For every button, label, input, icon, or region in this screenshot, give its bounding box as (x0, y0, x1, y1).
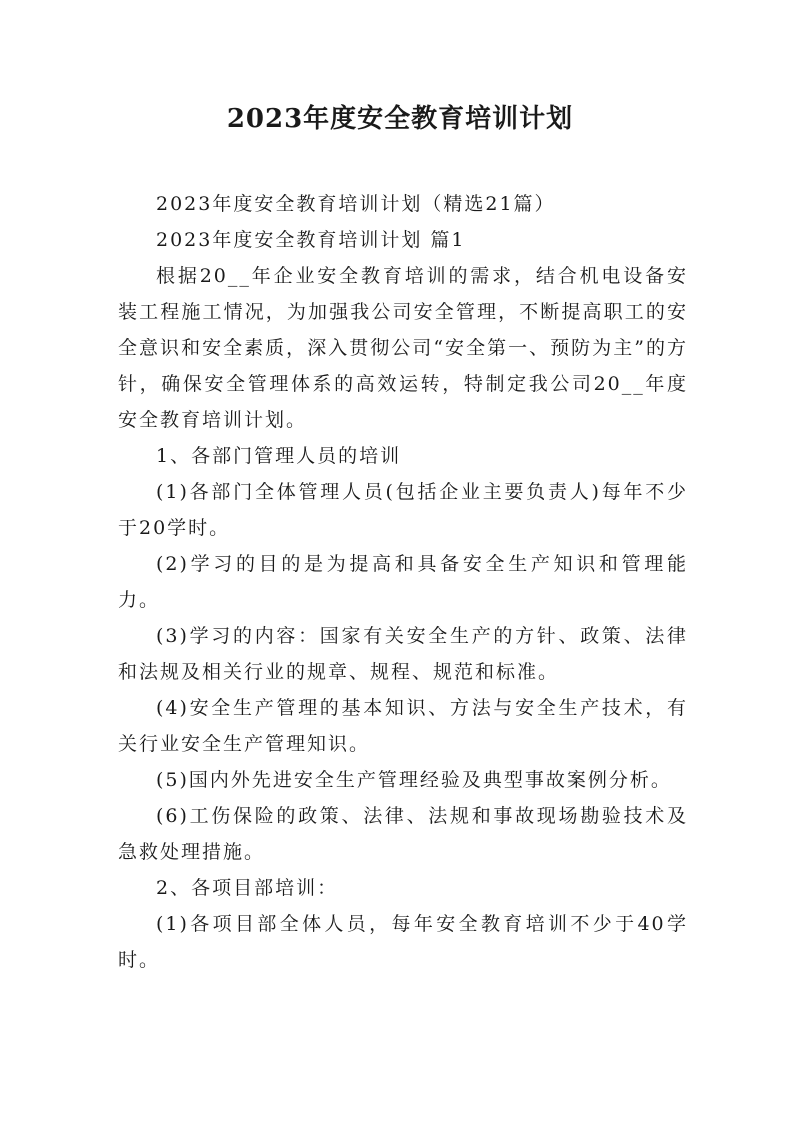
paragraph-heading-management-training: 1、各部门管理人员的培训 (156, 445, 402, 467)
paragraph-item-6: (6)工伤保险的政策、法律、法规和事故现场勘验技术及急救处理措施。 (118, 805, 688, 863)
document-body (118, 186, 688, 978)
paragraph-item-5: (5)国内外先进安全生产管理经验及典型事故案例分析。 (156, 769, 672, 791)
paragraph-item-1: (1)各部门全体管理人员(包括企业主要负责人)每年不少于20学时。 (118, 481, 688, 539)
paragraph-section-heading: 2023年度安全教育培训计划 篇1 (156, 229, 466, 251)
paragraph-collection-title: 2023年度安全教育培训计划（精选21篇） (156, 193, 556, 215)
paragraph-item-2: (2)学习的目的是为提高和具备安全生产知识和管理能力。 (118, 553, 688, 611)
paragraph-intro: 根据20__年企业安全教育培训的需求，结合机电设备安装工程施工情况，为加强我公司安全管理，不断提高职工的安全意识和安全素质，深入贯彻公司“安全第一、预防为主”的方针，确保安全管理体系的高效运转，特制定我公司20__年度安全教育培训计划。 (118, 265, 688, 431)
paragraph-item-4: (4)安全生产管理的基本知识、方法与安全生产技术，有关行业安全生产管理知识。 (118, 697, 688, 755)
paragraph-project-item-1: (1)各项目部全体人员，每年安全教育培训不少于40学时。 (118, 913, 688, 971)
paragraph-item-3: (3)学习的内容：国家有关安全生产的方针、政策、法律和法规及相关行业的规章、规程、规范和标准。 (118, 625, 688, 683)
paragraph-heading-project-training: 2、各项目部培训： (156, 877, 339, 899)
document-title: 2023年度安全教育培训计划 (226, 104, 574, 134)
